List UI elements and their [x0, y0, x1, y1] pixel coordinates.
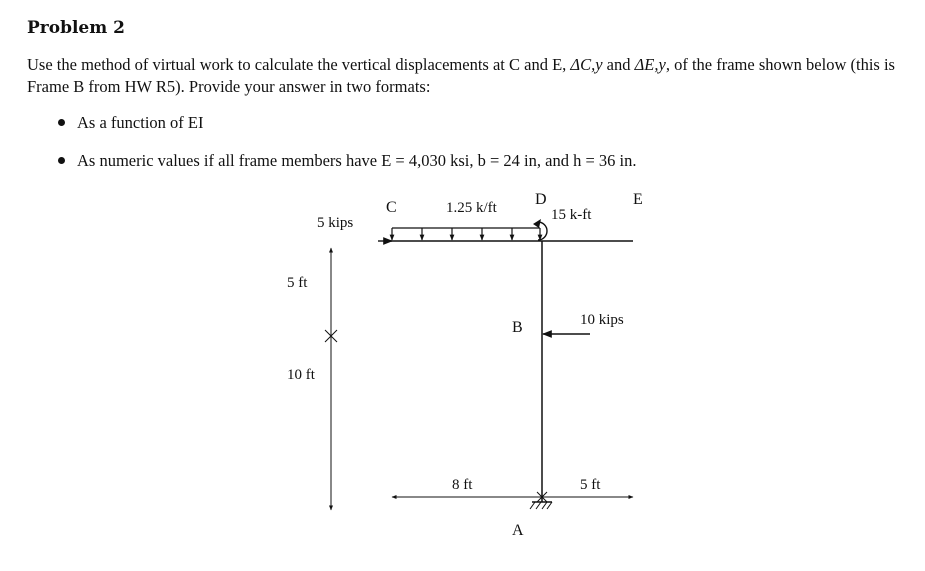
intro-text-2: , of the frame shown below (this is Frame B from HW R5). Provide your answer in two formats: — [27, 55, 895, 96]
fixed-support-icon — [530, 502, 552, 509]
label-b: B — [512, 319, 523, 336]
label-lower-height: 10 ft — [287, 367, 315, 383]
delta-e-symbol: ΔE,y — [634, 55, 666, 74]
label-right-span: 5 ft — [580, 477, 601, 493]
label-d: D — [535, 191, 547, 208]
label-c: C — [386, 199, 397, 216]
label-e: E — [633, 191, 643, 208]
intro-text-1: Use the method of virtual work to calculate the vertical displacements at C and E, — [27, 55, 571, 74]
distributed-load — [392, 228, 540, 240]
label-distributed-load: 1.25 k/ft — [446, 200, 497, 216]
label-left-span: 8 ft — [452, 477, 473, 493]
label-a: A — [512, 522, 524, 539]
problem-heading: Problem 2 — [27, 18, 125, 38]
label-point-load-b: 10 kips — [580, 312, 624, 328]
label-upper-height: 5 ft — [287, 275, 308, 291]
bullet-text: As numeric values if all frame members have E = 4,030 ksi, b = 24 in, and h = 36 in. — [77, 151, 637, 170]
label-moment: 15 k-ft — [551, 207, 592, 223]
intro-and: and — [602, 55, 635, 74]
label-point-load-c: 5 kips — [317, 215, 354, 231]
moment-arrowhead-icon — [533, 219, 541, 228]
delta-c-symbol: ΔC,y — [570, 55, 603, 74]
bullet-text: As a function of EI — [77, 113, 204, 132]
